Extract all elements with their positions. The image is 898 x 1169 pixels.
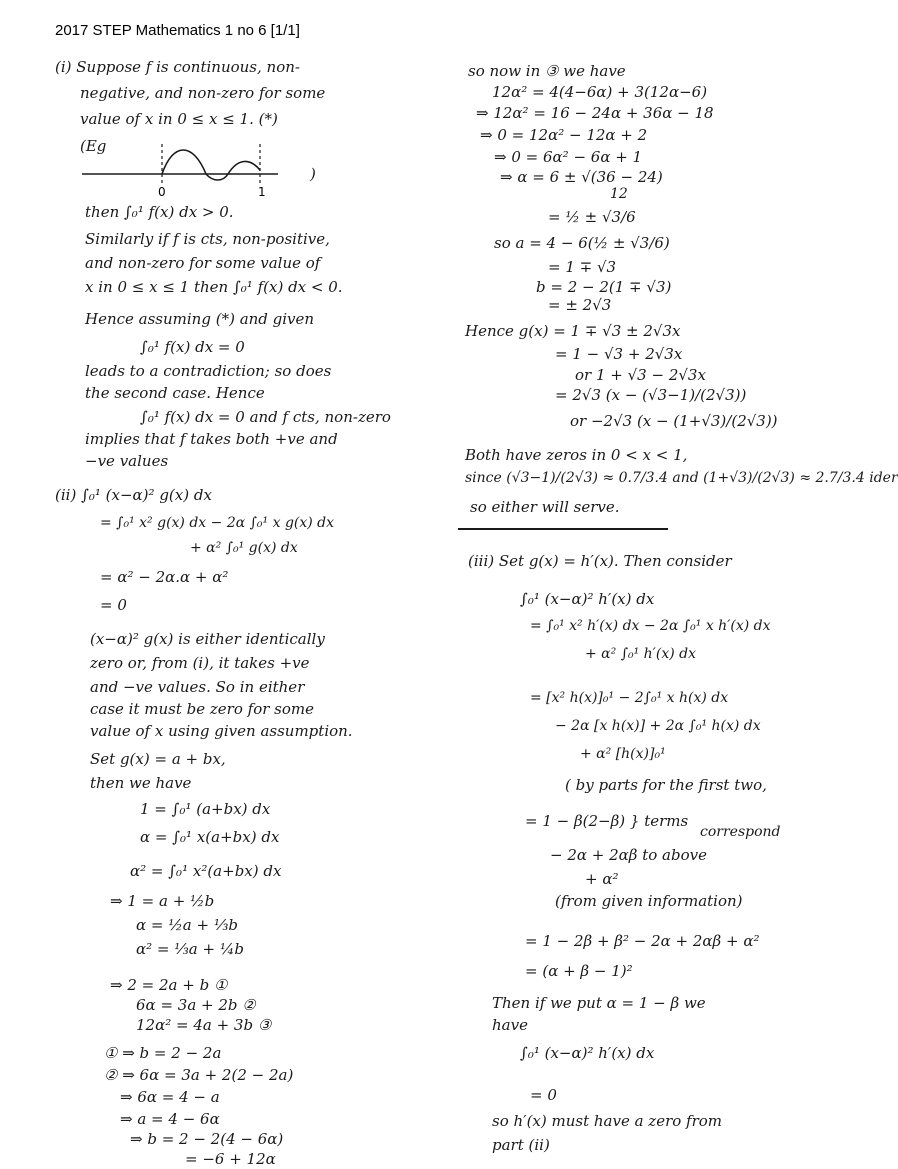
left-line: Set g(x) = a + bx, (90, 750, 226, 768)
left-line: zero or, from (i), it takes +ve (90, 654, 310, 672)
svg-text:1: 1 (258, 185, 266, 199)
right-line: since (√3−1)/(2√3) ≈ 0.7/3.4 and (1+√3)/(2√3) ≈ 2.7/3.4 ider (465, 470, 898, 486)
left-line: (i) Suppose f is continuous, non- (55, 58, 300, 76)
left-line: + α² ∫₀¹ g(x) dx (190, 540, 298, 556)
page-header: 2017 STEP Mathematics 1 no 6 [1/1] (55, 22, 300, 39)
example-graph-sketch (78, 140, 338, 200)
right-line: have (492, 1016, 528, 1034)
right-line: = 0 (530, 1086, 557, 1104)
left-line: = 0 (100, 596, 127, 614)
left-line: Hence assuming (*) and given (85, 310, 315, 328)
left-line: −ve values (85, 452, 169, 470)
right-line: (iii) Set g(x) = h′(x). Then consider (468, 552, 732, 570)
left-line: and non-zero for some value of (85, 254, 321, 272)
right-line: ∫₀¹ (x−α)² h′(x) dx (520, 590, 655, 608)
right-line: or −2√3 (x − (1+√3)/(2√3)) (570, 412, 778, 430)
right-line: (from given information) (555, 892, 743, 910)
left-line: ⇒ b = 2 − 2(4 − 6α) (130, 1130, 284, 1148)
right-line: = [x² h(x)]₀¹ − 2∫₀¹ x h(x) dx (530, 690, 729, 706)
right-line: − 2α + 2αβ to above (550, 846, 707, 864)
right-line: Then if we put α = 1 − β we (492, 994, 706, 1012)
left-line: ∫₀¹ f(x) dx = 0 and f cts, non-zero (140, 408, 391, 426)
left-line: ) (310, 165, 316, 183)
right-line: = ½ ± √3/6 (548, 208, 636, 226)
right-line: b = 2 − 2(1 ∓ √3) (536, 278, 672, 296)
right-line: = 1 − √3 + 2√3x (555, 345, 683, 363)
right-line: ⇒ 12α² = 16 − 24α + 36α − 18 (476, 104, 714, 122)
left-line: ② ⇒ 6α = 3a + 2(2 − 2a) (104, 1066, 294, 1084)
right-line: so h′(x) must have a zero from (492, 1112, 723, 1130)
left-line: leads to a contradiction; so does (85, 362, 332, 380)
left-line: ① ⇒ b = 2 − 2a (104, 1044, 222, 1062)
right-line: + α² [h(x)]₀¹ (580, 746, 666, 762)
left-line: α² = ⅓a + ¼b (136, 940, 244, 958)
svg-text:0: 0 (158, 185, 166, 199)
left-line: Similarly if f is cts, non-positive, (85, 230, 330, 248)
right-line: so either will serve. (470, 498, 620, 516)
left-line: α = ∫₀¹ x(a+bx) dx (140, 828, 280, 846)
right-line: = ∫₀¹ x² h′(x) dx − 2α ∫₀¹ x h′(x) dx (530, 618, 771, 634)
left-line: case it must be zero for some (90, 700, 315, 718)
right-line: = 1 − 2β + β² − 2α + 2αβ + α² (525, 932, 760, 950)
left-line: 1 = ∫₀¹ (a+bx) dx (140, 800, 271, 818)
left-line: ⇒ 6α = 4 − a (120, 1088, 220, 1106)
right-line: part (ii) (492, 1136, 550, 1154)
right-line: so a = 4 − 6(½ ± √3/6) (494, 234, 670, 252)
right-line: = ± 2√3 (548, 296, 612, 314)
left-line: then ∫₀¹ f(x) dx > 0. (85, 203, 234, 221)
left-line: (ii) ∫₀¹ (x−α)² g(x) dx (55, 486, 212, 504)
right-line: ⇒ α = 6 ± √(36 − 24) (500, 168, 663, 186)
left-line: value of x in 0 ≤ x ≤ 1. (*) (80, 110, 278, 128)
left-line: ⇒ 2 = 2a + b ① (110, 976, 228, 994)
left-line: negative, and non-zero for some (80, 84, 326, 102)
left-line: (x−α)² g(x) is either identically (90, 630, 325, 648)
right-line: ∫₀¹ (x−α)² h′(x) dx (520, 1044, 655, 1062)
left-line: then we have (90, 774, 192, 792)
right-line: correspond (700, 824, 781, 840)
right-line: ⇒ 0 = 6α² − 6α + 1 (494, 148, 643, 166)
right-line: or 1 + √3 − 2√3x (575, 366, 706, 384)
left-line: value of x using given assumption. (90, 722, 353, 740)
left-line: 6α = 3a + 2b ② (136, 996, 256, 1014)
left-line: (Eg (80, 137, 107, 155)
left-line: α = ½a + ⅓b (136, 916, 238, 934)
left-line: and −ve values. So in either (90, 678, 305, 696)
left-line: α² = ∫₀¹ x²(a+bx) dx (130, 862, 282, 880)
right-line: ⇒ 0 = 12α² − 12α + 2 (480, 126, 648, 144)
right-line: = 1 ∓ √3 (548, 258, 617, 276)
right-line: = (α + β − 1)² (525, 962, 633, 980)
right-line: Hence g(x) = 1 ∓ √3 ± 2√3x (465, 322, 681, 340)
left-line: implies that f takes both +ve and (85, 430, 338, 448)
section-separator (458, 528, 668, 530)
left-line: 12α² = 4a + 3b ③ (136, 1016, 272, 1034)
right-line: Both have zeros in 0 < x < 1, (465, 446, 688, 464)
left-line: ⇒ 1 = a + ½b (110, 892, 215, 910)
right-line: so now in ③ we have (468, 62, 626, 80)
left-line: the second case. Hence (85, 384, 265, 402)
left-line: = −6 + 12α (185, 1150, 276, 1168)
left-line: = ∫₀¹ x² g(x) dx − 2α ∫₀¹ x g(x) dx (100, 515, 335, 531)
right-line: + α² ∫₀¹ h′(x) dx (585, 646, 696, 662)
right-line: 12α² = 4(4−6α) + 3(12α−6) (492, 83, 708, 101)
right-line: ( by parts for the first two, (565, 776, 767, 794)
right-line: = 1 − β(2−β) } terms (525, 812, 689, 830)
left-line: = α² − 2α.α + α² (100, 568, 229, 586)
right-line: 12 (610, 186, 628, 202)
left-line: ∫₀¹ f(x) dx = 0 (140, 338, 245, 356)
left-line: ⇒ a = 4 − 6α (120, 1110, 220, 1128)
right-line: = 2√3 (x − (√3−1)/(2√3)) (555, 386, 747, 404)
left-line: x in 0 ≤ x ≤ 1 then ∫₀¹ f(x) dx < 0. (85, 278, 343, 296)
right-line: − 2α [x h(x)] + 2α ∫₀¹ h(x) dx (555, 718, 761, 734)
right-line: + α² (585, 870, 619, 888)
